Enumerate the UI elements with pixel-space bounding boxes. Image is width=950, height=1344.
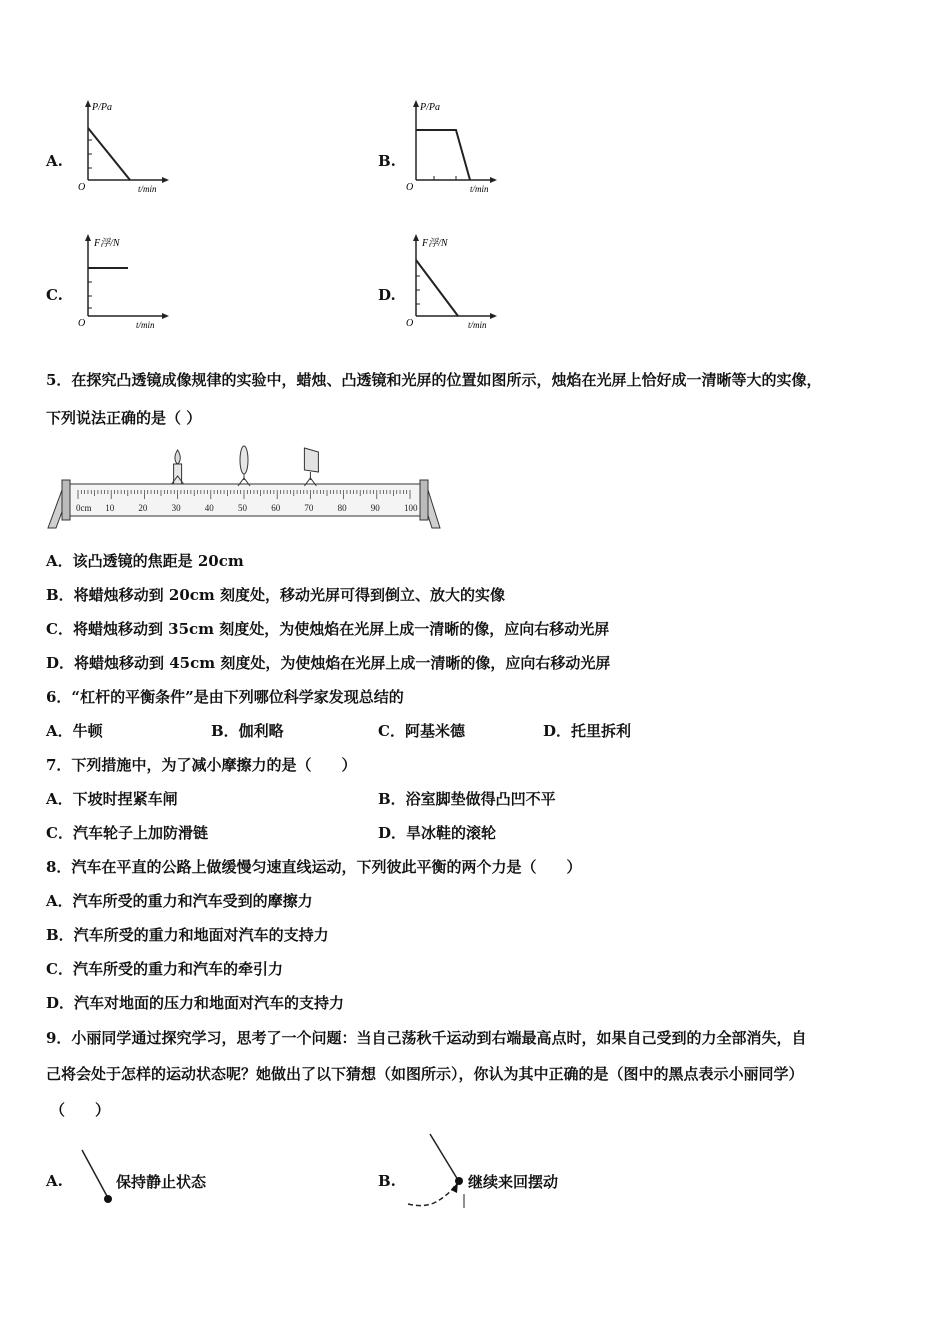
q6-option-d: D．托里拆利 [543,722,632,740]
ruler-label: 80 [337,503,347,513]
q5-option-a: A．该凸透镜的焦距是 20cm [46,552,244,570]
q9-stem-line3: （ ） [50,1101,111,1119]
q5-stem-line2: 下列说法正确的是（ ） [46,409,202,427]
ruler-label: 40 [204,503,214,513]
q4-graph-d [400,232,500,332]
q4-option-b-label: B. [378,152,396,170]
q4-option-c-label: C. [46,286,63,304]
graph-line [416,260,458,316]
q9-stem-line1: 9．小丽同学通过探究学习，思考了一个问题：当自己荡秋千运动到右端最高点时，如果自己受到的力全部消失，自 [46,1029,807,1047]
swing-path-arc [408,1184,456,1206]
ruler-label: 50 [238,503,247,513]
y-axis-arrow [413,100,419,107]
q6-option-c: C．阿基米德 [378,722,465,740]
ruler-label: 0cm [76,503,92,513]
q9-swing-figure-b [402,1128,472,1212]
q7-stem: 7．下列措施中，为了减小摩擦力的是（ ） [46,756,357,774]
ruler-label: 100 [404,503,418,513]
y-axis-label: F浮/N [422,238,448,249]
y-axis-label: P/Pa [92,102,112,113]
q9-swing-figure-a [76,1146,116,1210]
candle [172,450,184,484]
x-axis-arrow [490,177,497,183]
q9-stem-line2: 己将会处于怎样的运动状态呢？她做出了以下猜想（如图所示），你认为其中正确的是（图中的黑点表示小丽同学） [46,1065,804,1083]
q8-stem: 8．汽车在平直的公路上做缓慢匀速直线运动，下列彼此平衡的两个力是（ ） [46,858,582,876]
q9-option-b-label: B. [378,1172,396,1190]
q8-option-c: C．汽车所受的重力和汽车的牵引力 [46,960,283,978]
ruler-label: 10 [105,503,115,513]
x-axis-arrow [490,313,497,319]
light-screen [304,448,318,486]
y-axis-arrow [413,234,419,241]
x-axis-label: t/min [136,320,155,330]
x-axis-arrow [162,313,169,319]
q7-option-a: A．下坡时捏紧车闸 [46,790,178,808]
x-axis-label: t/min [138,184,157,194]
y-axis-label: F浮/N [94,238,120,249]
q5-option-c: C．将蜡烛移动到 35cm 刻度处，为使烛焰在光屏上成一清晰的像，应向右移动光屏 [46,620,610,638]
x-axis-label: t/min [470,184,489,194]
q4-graph-b [400,98,500,198]
q9-option-b-caption: 继续来回摆动 [468,1173,559,1191]
optical-bench-diagram [44,440,444,535]
x-axis-arrow [162,177,169,183]
q6-option-b: B．伽利略 [211,722,284,740]
q9-option-a-label: A. [46,1172,63,1190]
bench-right-end [420,480,428,520]
q8-option-a: A．汽车所受的重力和汽车受到的摩擦力 [46,892,313,910]
q6-stem: 6．“杠杆的平衡条件”是由下列哪位科学家发现总结的 [46,688,404,706]
q7-option-c: C．汽车轮子上加防滑链 [46,824,208,842]
y-axis-arrow [85,234,91,241]
q8-option-b: B．汽车所受的重力和地面对汽车的支持力 [46,926,329,944]
q9-option-a-caption: 保持静止状态 [116,1173,207,1191]
x-axis-label: t/min [468,320,487,330]
graph-line [88,128,130,180]
q5-option-b: B．将蜡烛移动到 20cm 刻度处，移动光屏可得到倒立、放大的实像 [46,586,506,604]
arrow-head [451,1182,458,1193]
q7-option-b: B．浴室脚垫做得凸凹不平 [378,790,556,808]
q4-graph-c [72,232,172,332]
q4-graph-a [72,98,172,198]
q4-option-a-label: A. [46,152,63,170]
q7-option-d: D．旱冰鞋的滚轮 [378,824,497,842]
q5-stem-line1: 5．在探究凸透镜成像规律的实验中，蜡烛、凸透镜和光屏的位置如图所示，烛焰在光屏上恰好成一清晰等大的实像， [46,371,822,389]
y-axis-arrow [85,100,91,107]
ruler-label: 70 [304,503,314,513]
bench-left-end [62,480,70,520]
q5-option-d: D．将蜡烛移动到 45cm 刻度处，为使烛焰在光屏上成一清晰的像，应向右移动光屏 [46,654,611,672]
person-dot [455,1177,463,1185]
origin-label: O [78,182,86,193]
ruler-label: 20 [138,503,148,513]
ruler-label: 60 [271,503,281,513]
y-axis-label: P/Pa [420,102,440,113]
origin-label: O [406,182,414,193]
graph-line [416,130,470,180]
swing-rope [430,1134,458,1180]
person-dot [104,1195,112,1203]
ruler-label: 90 [370,503,380,513]
q8-option-d: D．汽车对地面的压力和地面对汽车的支持力 [46,994,345,1012]
origin-label: O [406,318,414,329]
q4-option-d-label: D. [378,286,396,304]
convex-lens [238,446,250,486]
swing-rope [82,1150,108,1198]
ruler-label: 30 [171,503,181,513]
origin-label: O [78,318,86,329]
q6-option-a: A．牛顿 [46,722,103,740]
